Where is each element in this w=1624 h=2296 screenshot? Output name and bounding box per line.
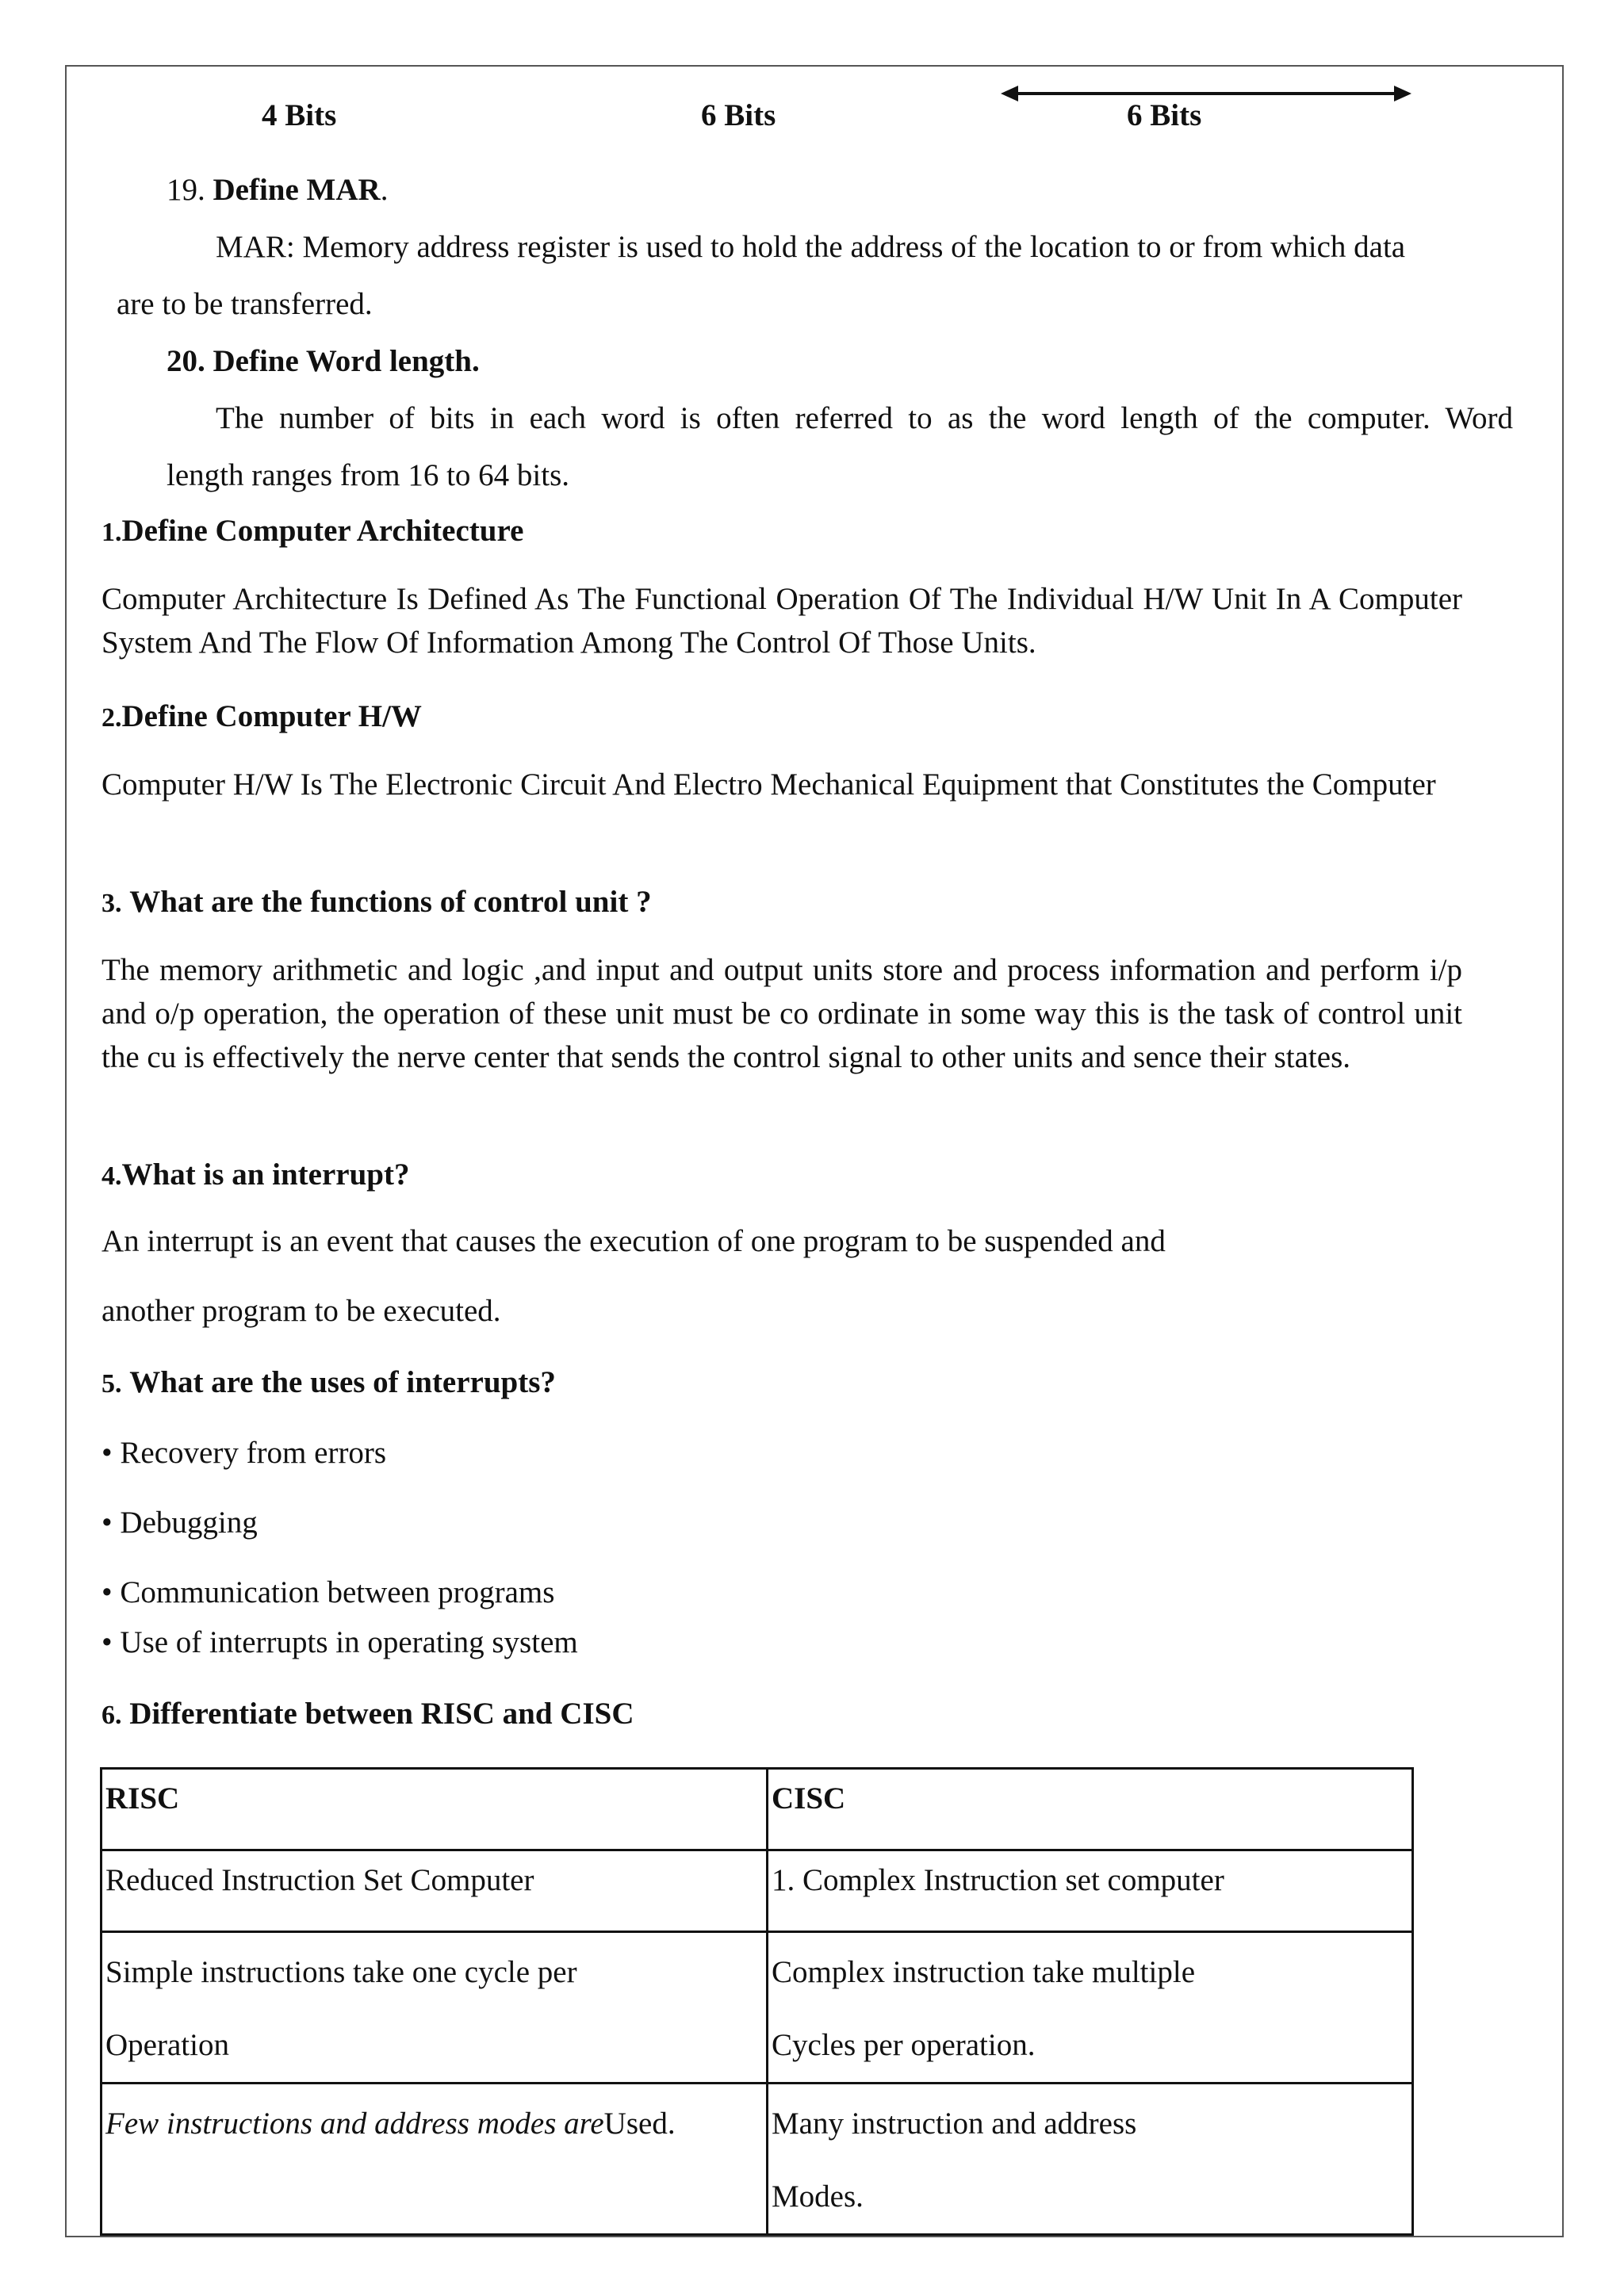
q19-line-2: are to be transferred. (117, 287, 373, 321)
table-cell-line: Simple instructions take one cycle per (105, 1955, 577, 1989)
table-cell: Reduced Instruction Set Computer (102, 1850, 768, 1932)
section-2-title: Define Computer H/W (121, 699, 422, 733)
section-2-number: 2. (102, 703, 122, 733)
section-4-line-1: An interrupt is an event that causes the execution of one program to be suspended and (102, 1224, 1166, 1258)
risc-cisc-table (100, 1767, 1414, 2236)
q19-title-suffix: . (380, 173, 389, 207)
table-cell-line: Complex instruction take multiple (772, 1955, 1196, 1989)
table-cell-line: Many instruction and address (772, 2107, 1137, 2141)
q19-title: Define MAR (213, 173, 381, 207)
table-cell-line: Operation (105, 2028, 229, 2062)
section-6-title: Differentiate between RISC and CISC (129, 1697, 634, 1731)
table-cell-italic: Few instructions and address modes are (105, 2107, 604, 2141)
list-item: • Communication between programs (102, 1575, 555, 1609)
section-4-title: What is an interrupt? (121, 1158, 410, 1192)
section-6-number: 6. (102, 1701, 122, 1730)
table-row (102, 1850, 1413, 1932)
table-cell-text: Used. (603, 2107, 676, 2141)
section-5-title: What are the uses of interrupts? (129, 1365, 556, 1399)
q19-line-1: MAR: Memory address register is used to hold the address of the location to or from which data (216, 230, 1406, 264)
list-item: • Recovery from errors (102, 1436, 387, 1470)
table-cell (102, 2084, 768, 2235)
q20-heading: 20. Define Word length. (167, 344, 480, 378)
bits-label-3: 6 Bits (1127, 98, 1202, 132)
q20-line-2: length ranges from 16 to 64 bits. (167, 458, 570, 492)
table-row (102, 1932, 1413, 2084)
table-header-cell: CISC (768, 1769, 1413, 1850)
q19-number: 19. (167, 173, 205, 207)
q20-line-1: The number of bits in each word is often referred to as the word length of the computer. Word (216, 401, 1513, 435)
table-header-row (102, 1769, 1413, 1850)
list-item: • Use of interrupts in operating system (102, 1625, 578, 1659)
section-1-heading (102, 512, 523, 552)
list-item: • Debugging (102, 1506, 258, 1540)
section-3-title: What are the functions of control unit ? (129, 885, 652, 919)
section-3-number: 3. (102, 889, 122, 918)
bits-label-2: 6 Bits (701, 98, 776, 132)
q19-heading (167, 171, 388, 209)
table-cell (768, 2084, 1413, 2235)
table-cell-line: Modes. (772, 2179, 864, 2214)
table-header-cell: RISC (102, 1769, 768, 1850)
section-4-heading (102, 1156, 409, 1196)
bits-label-1: 4 Bits (262, 98, 337, 132)
section-4-line-2: another program to be executed. (102, 1294, 501, 1328)
section-5-heading (102, 1364, 556, 1403)
table-cell-line: Cycles per operation. (772, 2028, 1036, 2062)
table-row (102, 2084, 1413, 2235)
section-3-body: The memory arithmetic and logic ,and input and output units store and process information and perform i/p and o/p operation, the operation of these unit must be co ordinate in some way this is the task of control unit the cu is effectively the nerve center that sends the control signal to other units and sence their states. (102, 953, 1462, 1074)
section-4-number: 4. (102, 1161, 122, 1191)
table-cell: 1. Complex Instruction set computer (768, 1850, 1413, 1932)
section-1-title: Define Computer Architecture (121, 514, 524, 548)
section-5-number: 5. (102, 1369, 122, 1399)
section-2-heading (102, 698, 422, 737)
table-cell (768, 1932, 1413, 2084)
section-1-number: 1. (102, 518, 122, 547)
double-arrow-icon (1001, 82, 1411, 105)
table-cell (102, 1932, 768, 2084)
section-1-body: Computer Architecture Is Defined As The Functional Operation Of The Individual H/W Unit In A Computer System And The Flow Of Information Among The Control Of Those Units. (102, 582, 1462, 660)
section-2-body: Computer H/W Is The Electronic Circuit And Electro Mechanical Equipment that Constitutes the Computer (102, 767, 1436, 802)
section-3-heading (102, 883, 652, 923)
section-6-heading (102, 1695, 634, 1735)
